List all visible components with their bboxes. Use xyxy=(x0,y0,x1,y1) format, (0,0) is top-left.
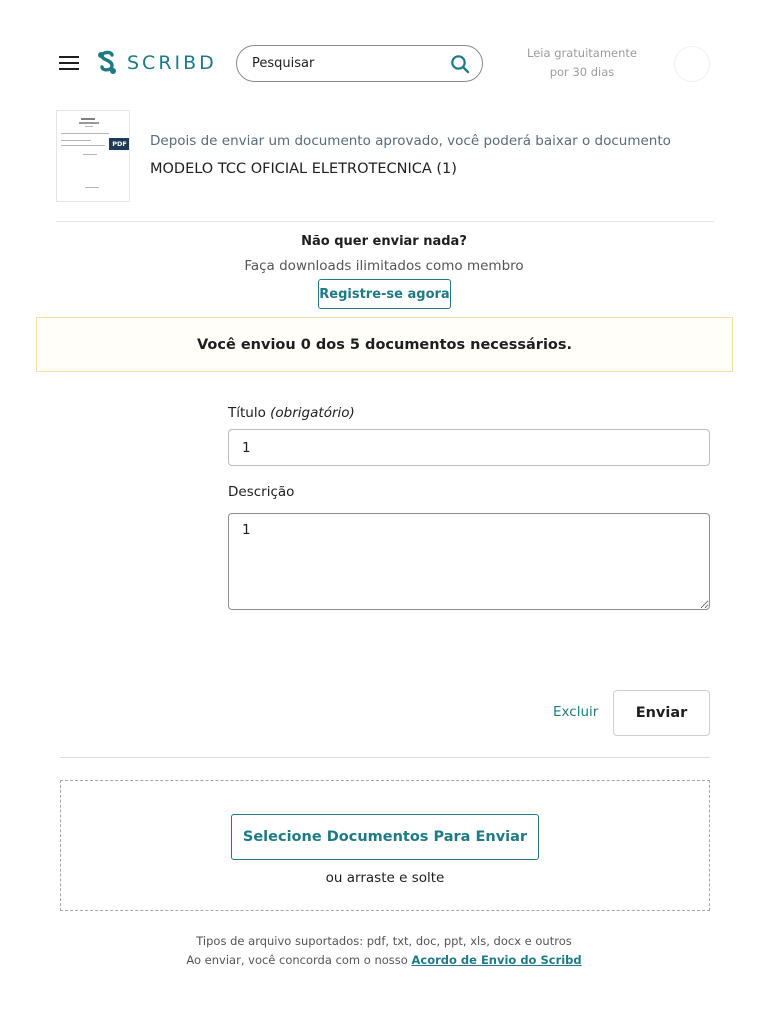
promo-subtitle: Faça downloads ilimitados como membro xyxy=(244,258,524,274)
menu-icon[interactable] xyxy=(59,56,79,70)
search-icon[interactable] xyxy=(450,54,470,74)
divider xyxy=(60,757,710,758)
promo-title: Não quer enviar nada? xyxy=(301,234,467,249)
file-dropzone[interactable] xyxy=(60,780,710,911)
divider xyxy=(56,221,714,222)
register-button[interactable]: Registre-se agora xyxy=(318,279,451,309)
required-hint: (obrigatório) xyxy=(270,405,355,421)
download-note: Depois de enviar um documento aprovado, você poderá baixar o documento xyxy=(150,133,671,149)
document-name: MODELO TCC OFICIAL ELETROTECNICA (1) xyxy=(150,161,457,177)
description-label: Descrição xyxy=(228,484,295,500)
title-label xyxy=(228,405,355,421)
notice-text: Você enviou 0 dos 5 documentos necessários. xyxy=(196,336,573,353)
title-input[interactable] xyxy=(228,429,710,466)
supported-file-types: Tipos de arquivo suportados: pdf, txt, doc, ppt, xls, docx e outros xyxy=(196,934,572,948)
scribd-logo[interactable] xyxy=(96,49,217,77)
pdf-badge: PDF xyxy=(109,138,130,150)
agreement-prefix: Ao enviar, você concorda com o nosso xyxy=(186,953,408,967)
document-thumbnail xyxy=(56,110,130,202)
upload-agreement-link[interactable]: Acordo de Envio do Scribd xyxy=(411,953,582,967)
upload-count-notice xyxy=(36,317,733,372)
trial-line-2: por 30 dias xyxy=(549,65,615,79)
drag-drop-hint: ou arraste e solte xyxy=(325,870,445,886)
select-documents-button[interactable]: Selecione Documentos Para Enviar xyxy=(231,814,539,860)
search-input[interactable] xyxy=(252,56,450,71)
agreement-text xyxy=(0,953,768,967)
avatar[interactable] xyxy=(674,46,710,82)
trial-line-1: Leia gratuitamente xyxy=(527,46,637,60)
scribd-logo-icon xyxy=(96,50,118,76)
submit-button[interactable]: Enviar xyxy=(613,690,710,736)
free-trial-link[interactable] xyxy=(515,44,649,82)
delete-link[interactable]: Excluir xyxy=(553,704,599,720)
search-box[interactable] xyxy=(236,45,483,82)
description-input[interactable] xyxy=(228,513,710,610)
title-label-text: Título xyxy=(228,405,266,421)
brand-name: SCRIBD xyxy=(127,52,217,74)
